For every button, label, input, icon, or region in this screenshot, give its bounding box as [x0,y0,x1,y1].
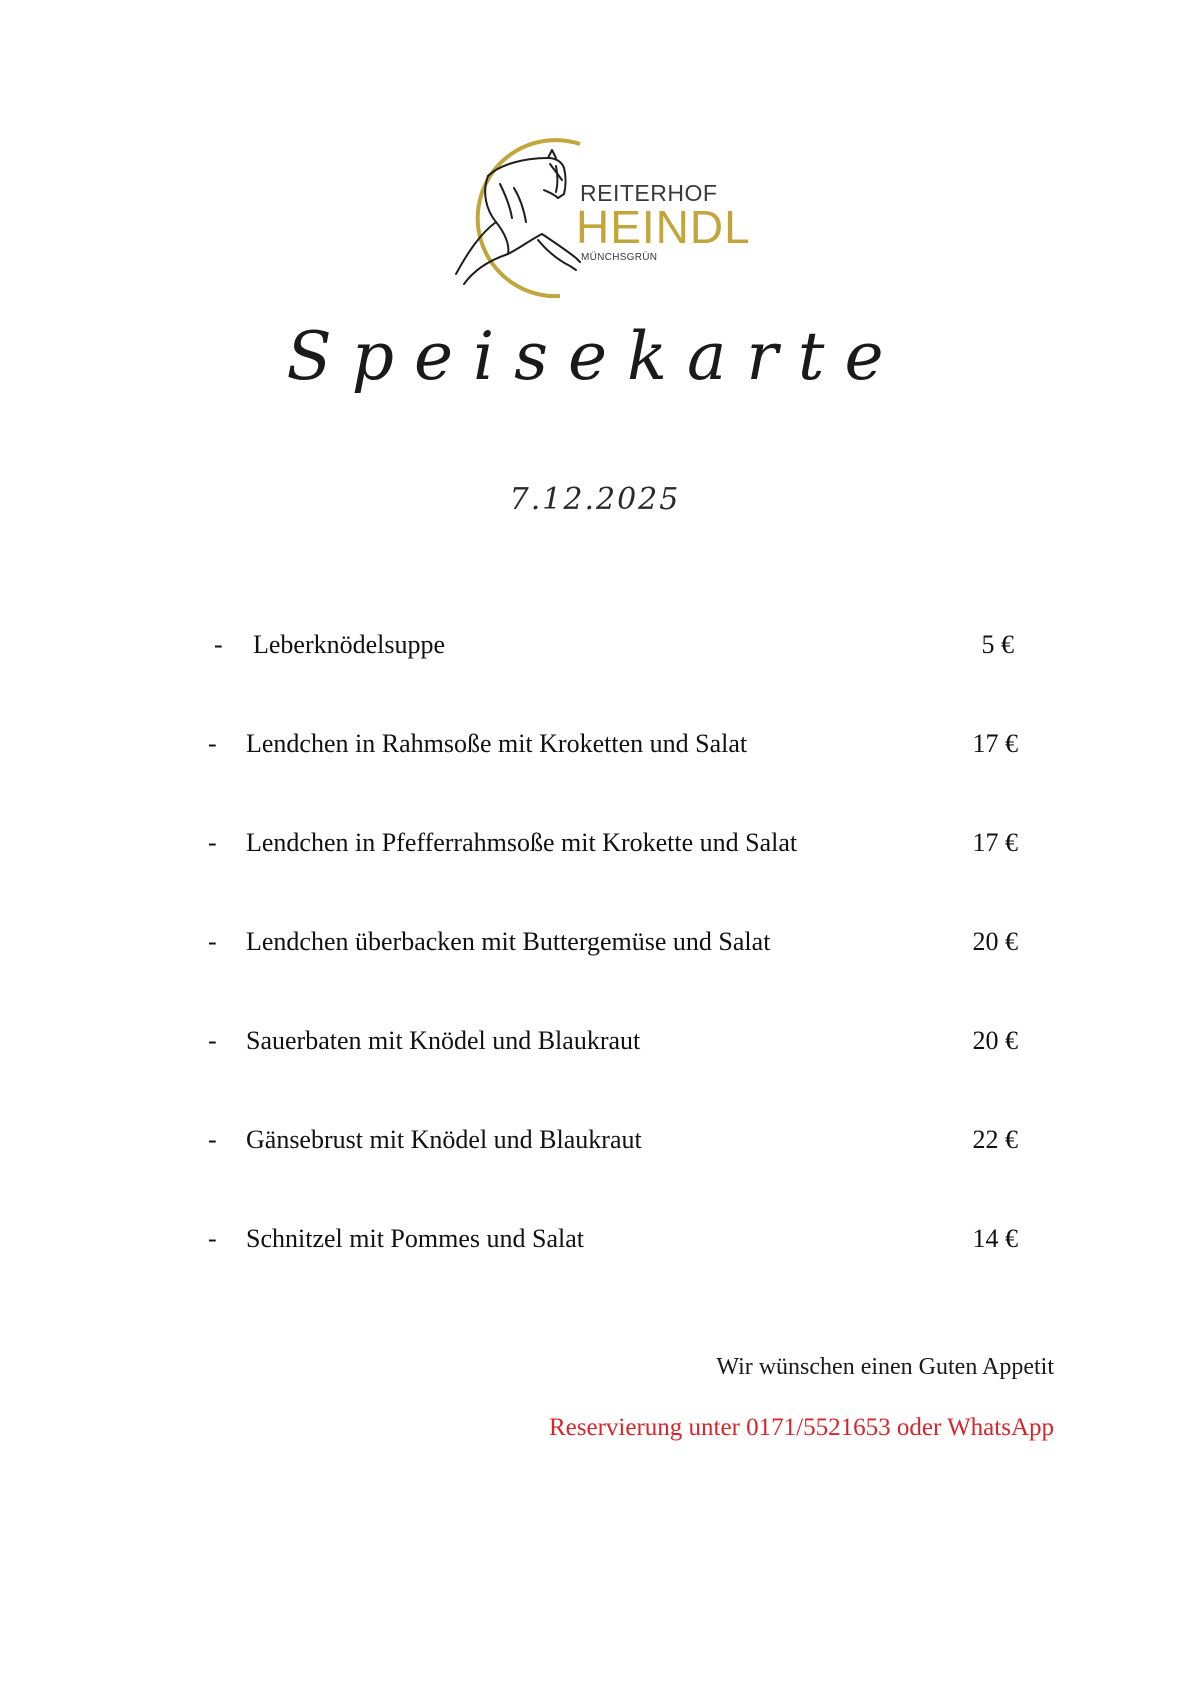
menu-item-name: Leberknödelsuppe [253,630,446,659]
logo-reiterhof: REITERHOF [580,180,718,206]
menu-item-price: 14 € [972,1224,1018,1253]
menu-item [0,828,1190,868]
menu-item-name: Gänsebrust mit Knödel und Blaukraut [246,1125,642,1154]
menu-item-dash: - [208,1125,217,1154]
menu-item [0,1125,1190,1165]
menu-item [0,1224,1190,1264]
menu-item-name: Lendchen in Pfefferrahmsoße mit Krokette und Salat [246,828,798,857]
page-title: Speisekarte [286,318,904,395]
menu-item-price: 17 € [972,828,1018,857]
menu-item-name: Lendchen in Rahmsoße mit Kroketten und Salat [246,729,748,758]
menu-item-price: 17 € [972,729,1018,758]
menu-item-dash: - [208,1026,217,1055]
menu-item-price: 20 € [972,1026,1018,1055]
menu-item-name: Schnitzel mit Pommes und Salat [246,1224,584,1253]
menu-item-price: 20 € [972,927,1018,956]
menu-item-dash: - [208,729,217,758]
menu-item-price: 22 € [972,1125,1018,1154]
logo [430,136,770,306]
menu-item-dash: - [208,927,217,956]
menu-item-dash: - [208,828,217,857]
menu-item-name: Lendchen überbacken mit Buttergemüse und Salat [246,927,771,956]
menu-item [0,729,1190,769]
menu-item-dash: - [214,630,223,659]
menu-item-dash: - [208,1224,217,1253]
menu-date: 7.12.2025 [509,482,681,517]
menu-item-name: Sauerbaten mit Knödel und Blaukraut [246,1026,641,1055]
logo-heindl: HEINDL [576,201,751,253]
menu-item [0,927,1190,967]
menu-item [0,630,1190,670]
menu-item-price: 5 € [981,630,1014,659]
closing-text: Wir wünschen einen Guten Appetit [716,1354,1054,1380]
reservation-text: Reservierung unter 0171/5521653 oder WhatsApp [549,1414,1054,1441]
logo-muenchsgruen: MÜNCHSGRÜN [581,252,658,263]
menu-item [0,1026,1190,1066]
